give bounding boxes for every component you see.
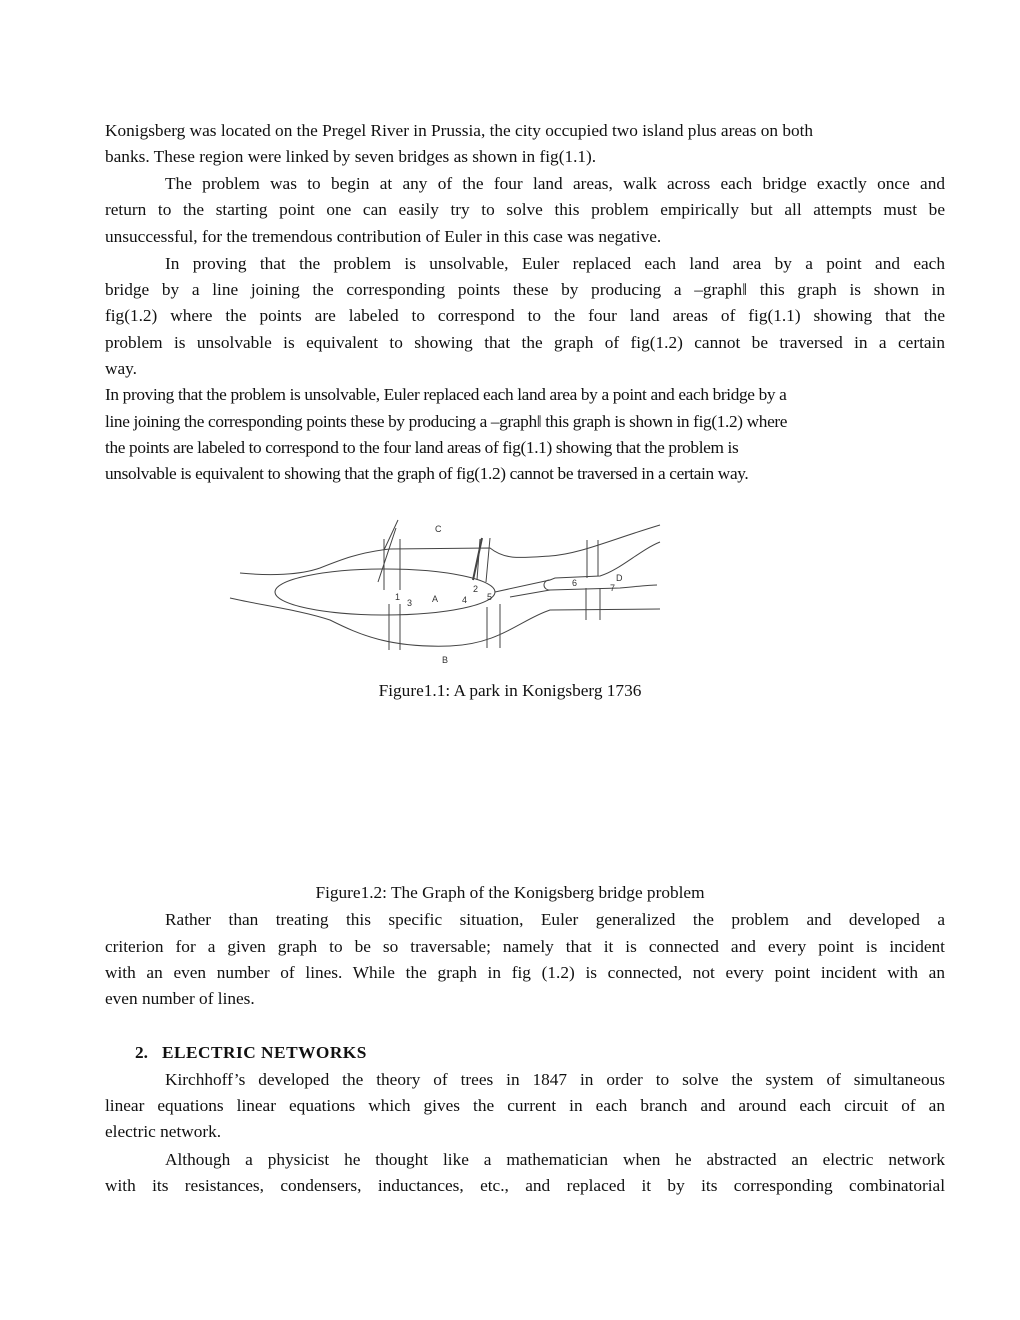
label-a: A	[432, 594, 439, 604]
text-line: line joining the corresponding points these by producing a –graph‖ this graph is shown in fig(1.2) where	[105, 412, 788, 431]
text-line: electric network.	[105, 1122, 222, 1141]
text-line: banks. These region were linked by seven bridges as shown in fig(1.1).	[105, 147, 597, 166]
text-line: In proving that the problem is unsolvable, Euler replaced each land area by a point and each	[165, 254, 945, 273]
text-line: problem is unsolvable is equivalent to showing that the graph of fig(1.2) cannot be traversed in a certain	[105, 333, 945, 352]
text-line: the points are labeled to correspond to the four land areas of fig(1.1) showing that the problem is	[105, 438, 739, 457]
label-c: C	[435, 524, 442, 534]
label-bridge-6: 6	[572, 578, 578, 588]
text-line: Rather than treating this specific situation, Euler generalized the problem and developed a	[165, 910, 945, 929]
label-bridge-2: 2	[473, 584, 479, 594]
text-line: The problem was to begin at any of the four land areas, walk across each bridge exactly once and	[165, 174, 945, 193]
label-bridge-7: 7	[610, 583, 616, 593]
text-line: linear equations linear equations which gives the current in each branch and around each circuit of an	[105, 1096, 945, 1115]
text-line: with an even number of lines. While the graph in fig (1.2) is connected, not every point incident with an	[105, 963, 945, 982]
text-line: with its resistances, condensers, inductances, etc., and replaced it by its corresponding combinatorial	[105, 1176, 945, 1195]
text-line: unsuccessful, for the tremendous contribution of Euler in this case was negative.	[105, 227, 662, 246]
text-line: way.	[105, 359, 137, 378]
figure-1-caption: Figure1.1: A park in Konigsberg 1736	[378, 681, 642, 700]
konigsberg-bridges-figure	[220, 510, 670, 670]
label-b: B	[442, 655, 449, 665]
label-d: D	[616, 573, 623, 583]
figure-2-caption: Figure1.2: The Graph of the Konigsberg bridge problem	[315, 883, 705, 902]
label-bridge-5: 5	[487, 592, 493, 602]
text-line: criterion for a given graph to be so traversable; namely that it is connected and every point is incident	[105, 937, 945, 956]
text-line: fig(1.2) where the points are labeled to correspond to the four land areas of fig(1.1) showing that the	[105, 306, 945, 325]
label-bridge-1: 1	[395, 592, 401, 602]
text-line: Although a physicist he thought like a mathematician when he abstracted an electric network	[165, 1150, 945, 1169]
text-line: In proving that the problem is unsolvable, Euler replaced each land area by a point and each bridge by a	[105, 385, 787, 404]
text-line: bridge by a line joining the corresponding points these by producing a –graph‖ this graph is shown in	[105, 280, 945, 299]
text-line: unsolvable is equivalent to showing that the graph of fig(1.2) cannot be traversed in a certain way.	[105, 464, 749, 483]
section-title: ELECTRIC NETWORKS	[161, 1043, 367, 1062]
text-line: even number of lines.	[105, 989, 255, 1008]
text-line: Konigsberg was located on the Pregel River in Prussia, the city occupied two island plus areas on both	[105, 121, 814, 140]
text-line: return to the starting point one can easily try to solve this problem empirically but all attempts must be	[105, 200, 945, 219]
label-bridge-4: 4	[462, 595, 468, 605]
text-line: Kirchhoff’s developed the theory of trees in 1847 in order to solve the system of simultaneous	[165, 1070, 945, 1089]
section-number: 2.	[135, 1043, 148, 1062]
section-heading	[135, 1043, 975, 1063]
label-bridge-3: 3	[407, 598, 413, 608]
